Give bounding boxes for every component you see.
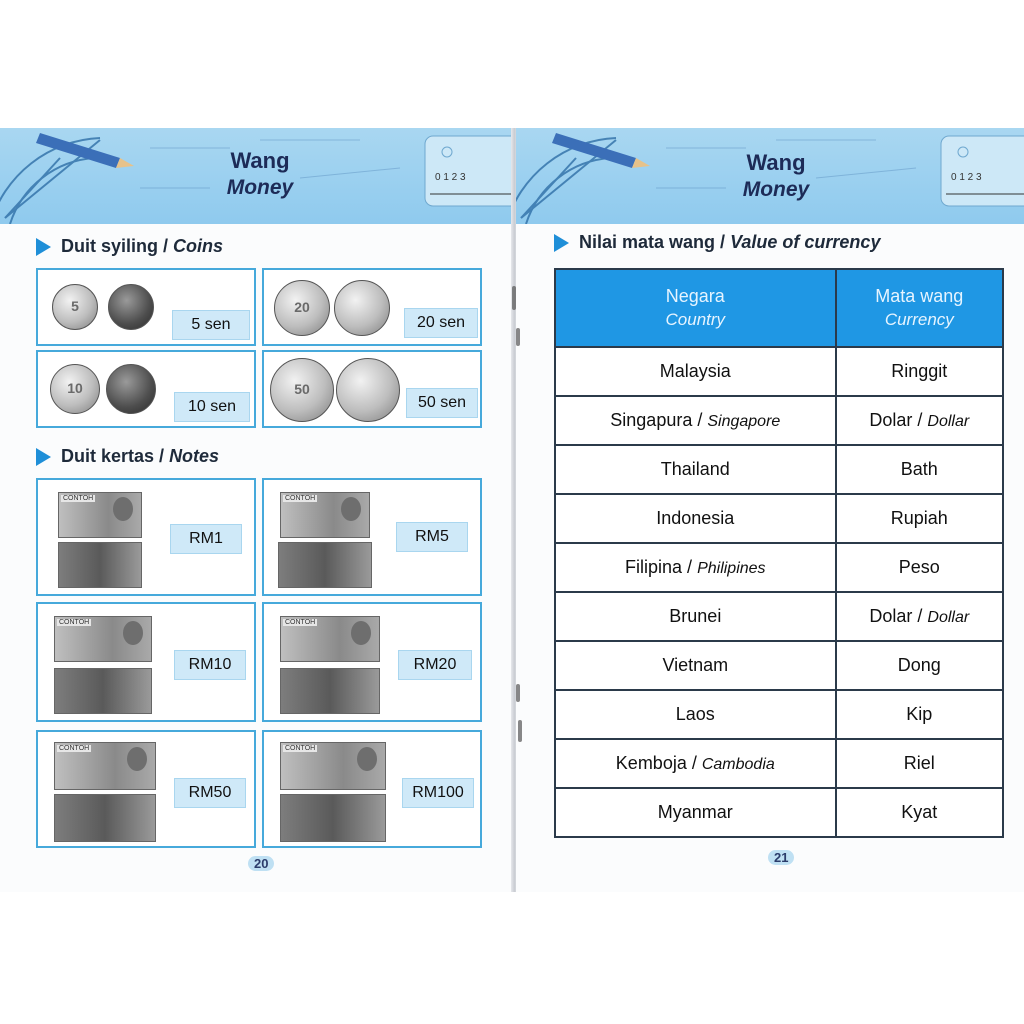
table-row bbox=[555, 788, 1003, 837]
table-row bbox=[555, 739, 1003, 788]
currency-cell: Dolar / Dollar bbox=[836, 396, 1003, 445]
banknote-icon: CONTOH bbox=[280, 742, 386, 790]
coin-box-50sen bbox=[262, 350, 482, 428]
coin-icon bbox=[106, 364, 156, 414]
note-label: RM10 bbox=[174, 650, 246, 680]
svg-text:0 1 2 3: 0 1 2 3 bbox=[951, 172, 982, 183]
coins-heading-main: Duit syiling bbox=[61, 236, 159, 256]
country-cell: Kemboja / Cambodia bbox=[555, 739, 836, 788]
note-box-rm10 bbox=[36, 602, 256, 722]
banknote-icon bbox=[280, 794, 386, 842]
banknote-icon bbox=[54, 794, 156, 842]
notes-heading bbox=[36, 446, 219, 467]
table-row bbox=[555, 592, 1003, 641]
binding-staple bbox=[512, 286, 516, 310]
ruler-icon bbox=[941, 136, 1024, 206]
table-row bbox=[555, 543, 1003, 592]
notes-heading-en: Notes bbox=[169, 446, 220, 466]
country-cell: Myanmar bbox=[555, 788, 836, 837]
coins-heading-sep: / bbox=[158, 236, 174, 256]
banknote-icon: CONTOH bbox=[54, 616, 152, 662]
note-label: RM5 bbox=[396, 522, 468, 552]
table-row bbox=[555, 445, 1003, 494]
table-row bbox=[555, 690, 1003, 739]
note-label: RM100 bbox=[402, 778, 474, 808]
currency-cell: Kip bbox=[836, 690, 1003, 739]
banknote-icon bbox=[58, 542, 142, 588]
svg-text:0 1 2 3: 0 1 2 3 bbox=[435, 172, 466, 183]
country-cell: Filipina / Philipines bbox=[555, 543, 836, 592]
country-cell: Vietnam bbox=[555, 641, 836, 690]
coin-icon bbox=[336, 358, 400, 422]
banknote-icon: CONTOH bbox=[280, 492, 370, 538]
currency-cell: Peso bbox=[836, 543, 1003, 592]
note-box-rm20 bbox=[262, 602, 482, 722]
banknote-icon bbox=[280, 668, 380, 714]
currency-table bbox=[554, 268, 1004, 838]
note-box-rm50 bbox=[36, 730, 256, 848]
banknote-icon: CONTOH bbox=[280, 616, 380, 662]
page-right bbox=[516, 128, 1024, 892]
note-box-rm100 bbox=[262, 730, 482, 848]
country-cell: Thailand bbox=[555, 445, 836, 494]
currency-cell: Riel bbox=[836, 739, 1003, 788]
currency-cell: Bath bbox=[836, 445, 1003, 494]
coin-label: 50 sen bbox=[406, 388, 478, 418]
coin-label: 10 sen bbox=[174, 392, 250, 422]
country-cell: Laos bbox=[555, 690, 836, 739]
page-number-right: 21 bbox=[768, 850, 794, 865]
binding-staple bbox=[516, 684, 520, 702]
currency-cell: Dong bbox=[836, 641, 1003, 690]
title-main: Wang bbox=[746, 150, 806, 175]
binding-staple bbox=[518, 720, 522, 742]
table-row bbox=[555, 494, 1003, 543]
triangle-bullet-icon bbox=[554, 234, 569, 252]
country-cell: Indonesia bbox=[555, 494, 836, 543]
banknote-icon: CONTOH bbox=[54, 742, 156, 790]
note-label: RM20 bbox=[398, 650, 472, 680]
note-label: RM50 bbox=[174, 778, 246, 808]
banknote-icon bbox=[54, 668, 152, 714]
banknote-icon: CONTOH bbox=[58, 492, 142, 538]
currency-cell: Kyat bbox=[836, 788, 1003, 837]
coin-box-5sen bbox=[36, 268, 256, 346]
open-workbook bbox=[0, 128, 1024, 892]
country-cell: Singapura / Singapore bbox=[555, 396, 836, 445]
coins-heading bbox=[36, 236, 223, 257]
banner-title-left bbox=[205, 148, 315, 200]
notes-heading-main: Duit kertas bbox=[61, 446, 155, 466]
coins-heading-en: Coins bbox=[173, 236, 224, 256]
table-row bbox=[555, 347, 1003, 396]
coin-label: 20 sen bbox=[404, 308, 478, 338]
currency-heading-main: Nilai mata wang bbox=[579, 232, 716, 252]
ruler-icon bbox=[425, 136, 514, 206]
triangle-bullet-icon bbox=[36, 448, 51, 466]
table-row bbox=[555, 641, 1003, 690]
coin-box-10sen bbox=[36, 350, 256, 428]
note-box-rm5 bbox=[262, 478, 482, 596]
triangle-bullet-icon bbox=[36, 238, 51, 256]
note-box-rm1 bbox=[36, 478, 256, 596]
note-label: RM1 bbox=[170, 524, 242, 554]
page-left bbox=[0, 128, 514, 892]
binding-staple bbox=[516, 328, 520, 346]
currency-cell: Ringgit bbox=[836, 347, 1003, 396]
currency-heading-sep: / bbox=[715, 232, 731, 252]
title-sub: Money bbox=[226, 176, 294, 199]
table-row bbox=[555, 396, 1003, 445]
table-header-row bbox=[555, 269, 1003, 347]
banner-title-right bbox=[721, 150, 831, 202]
column-header-currency: Mata wang Currency bbox=[836, 269, 1003, 347]
currency-heading bbox=[554, 232, 880, 253]
coin-icon: 20 bbox=[274, 280, 330, 336]
page-number-left: 20 bbox=[248, 856, 274, 871]
column-header-country: Negara Country bbox=[555, 269, 836, 347]
currency-table-body bbox=[555, 347, 1003, 837]
currency-cell: Rupiah bbox=[836, 494, 1003, 543]
notes-heading-sep: / bbox=[154, 446, 170, 466]
country-cell: Malaysia bbox=[555, 347, 836, 396]
banknote-icon bbox=[278, 542, 372, 588]
coin-box-20sen bbox=[262, 268, 482, 346]
country-cell: Brunei bbox=[555, 592, 836, 641]
header-banner-right bbox=[516, 128, 1024, 224]
title-sub: Money bbox=[742, 178, 810, 201]
coin-icon: 5 bbox=[52, 284, 98, 330]
coin-icon: 10 bbox=[50, 364, 100, 414]
coin-label: 5 sen bbox=[172, 310, 250, 340]
coin-icon: 50 bbox=[270, 358, 334, 422]
title-main: Wang bbox=[230, 148, 290, 173]
header-banner-left bbox=[0, 128, 514, 224]
coin-icon bbox=[108, 284, 154, 330]
currency-cell: Dolar / Dollar bbox=[836, 592, 1003, 641]
currency-heading-en: Value of currency bbox=[730, 232, 881, 252]
coin-icon bbox=[334, 280, 390, 336]
